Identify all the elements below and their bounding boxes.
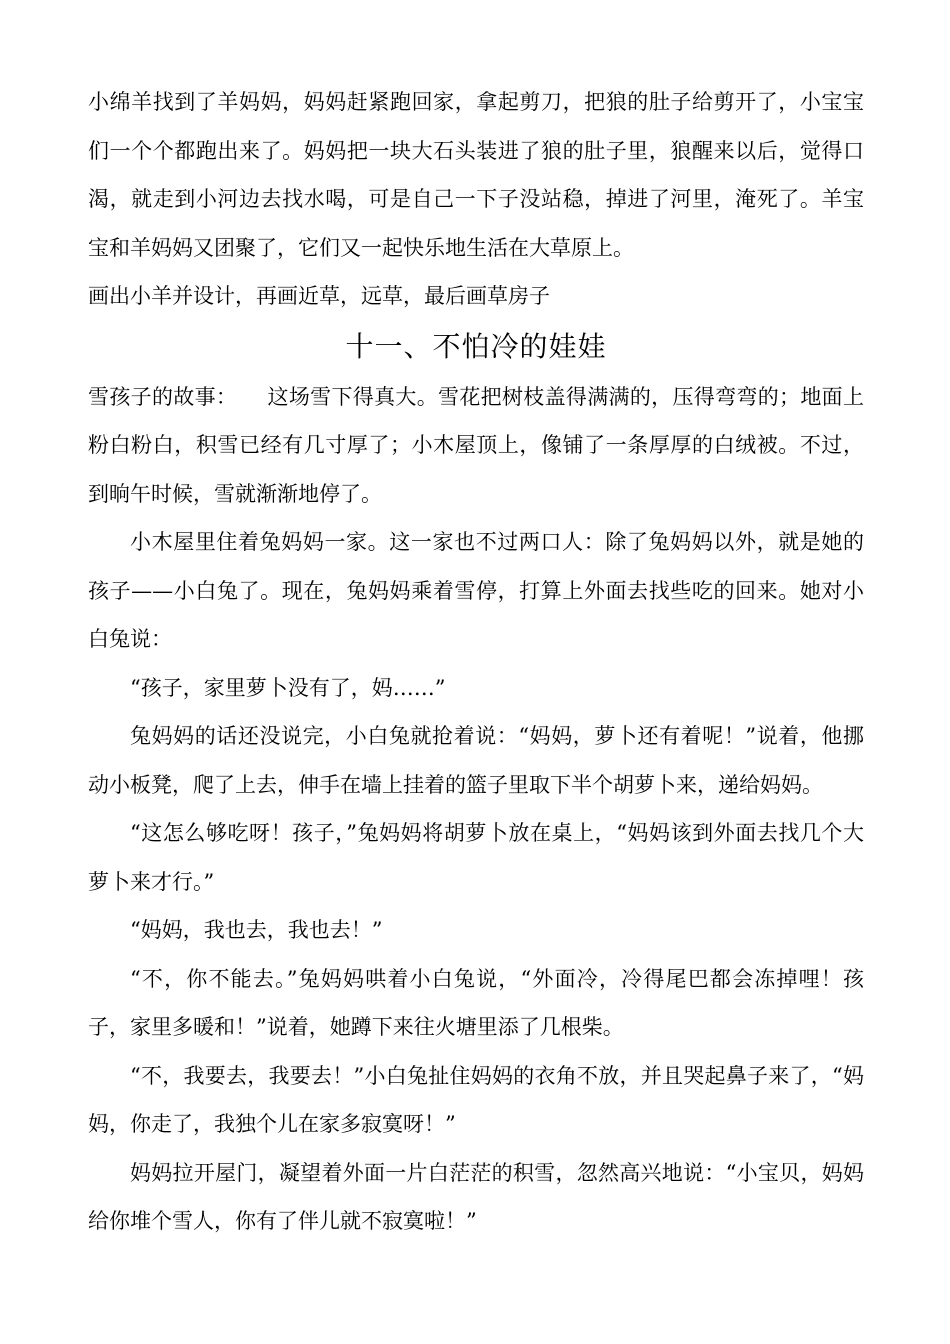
paragraph-dialogue-1: “孩子，家里萝卜没有了，妈……”: [130, 675, 446, 700]
paragraph-dialogue-7: 妈妈拉开屋门，凝望着外面一片白茫茫的积雪，忽然高兴地说：“小宝贝，妈妈给你堆个雪人，你有了伴儿就不寂寞啦！”: [88, 1160, 864, 1233]
chapter-title: 十一、不怕冷的娃娃: [345, 329, 607, 363]
drawing-instruction: 画出小羊并设计，再画近草，远草，最后画草房子: [88, 284, 550, 308]
snow-intro-text: 这场雪下得真大。雪花把树枝盖得满满的，压得弯弯的；地面上粉白粉白，积雪已经有几寸厚了；小木屋顶上，像铺了一条厚厚的白绒被。不过，到晌午时候，雪就渐渐地停了。: [88, 384, 865, 506]
paragraph-dialogue-4: “妈妈，我也去，我也去！”: [130, 918, 383, 942]
paragraph-dialogue-5: “不，你不能去。”兔妈妈哄着小白兔说，“外面冷，冷得尾巴都会冻掉哩！孩子，家里多暖和！”说着，她蹲下来往火塘里添了几根柴。: [88, 966, 864, 1039]
paragraph-dialogue-2: 兔妈妈的话还没说完，小白兔就抢着说：“妈妈，萝卜还有着呢！”说着，他挪动小板凳，爬了上去，伸手在墙上挂着的篮子里取下半个胡萝卜来，递给妈妈。: [88, 724, 864, 797]
story-label: 雪孩子的故事：: [88, 384, 238, 409]
document-page: [88, 78, 864, 1246]
paragraph-dialogue-3: “这怎么够吃呀！孩子，”兔妈妈将胡萝卜放在桌上，“妈妈该到外面去找几个大萝卜来才行。”: [88, 821, 864, 894]
paragraph-lamb-story-ending: 小绵羊找到了羊妈妈，妈妈赶紧跑回家，拿起剪刀，把狼的肚子给剪开了，小宝宝们一个个都跑出来了。妈妈把一块大石头装进了狼的肚子里，狼醒来以后，觉得口渴，就走到小河边去找水喝，可是自己一下子没站稳，掉进了河里，淹死了。羊宝宝和羊妈妈又团聚了，它们又一起快乐地生活在大草原上。: [88, 90, 864, 260]
paragraph-snow-intro: [88, 373, 864, 519]
paragraph-dialogue-6: “不，我要去，我要去！”小白兔扯住妈妈的衣角不放，并且哭起鼻子来了，“妈妈，你走了，我独个儿在家多寂寞呀！”: [88, 1063, 864, 1136]
paragraph-rabbit-family: 小木屋里住着兔妈妈一家。这一家也不过两口人：除了兔妈妈以外，就是她的孩子——小白兔了。现在，兔妈妈乘着雪停，打算上外面去找些吃的回来。她对小白兔说：: [88, 530, 864, 651]
